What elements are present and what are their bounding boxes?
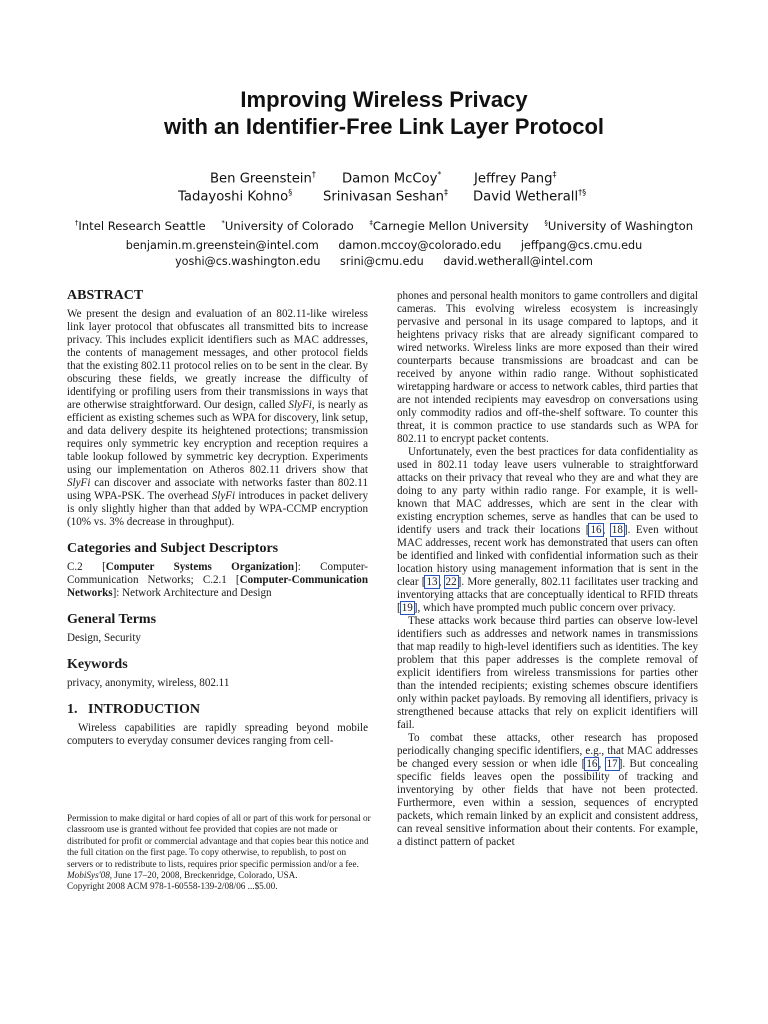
introduction-text: Wireless capabilities are rapidly spreading beyond mobile computers to everyday consumer devices ranging from cell-: [67, 722, 368, 747]
copyright-line: Copyright 2008 ACM 978-1-60558-139-2/08/06 ...$5.00.: [67, 881, 278, 892]
citation-link[interactable]: 17: [606, 758, 618, 770]
left-column: [67, 287, 368, 748]
categories-heading: Categories and Subject Descriptors: [67, 541, 279, 556]
affiliation: ‡Carnegie Mellon University: [369, 219, 529, 233]
permission-text: Permission to make digital or hard copies of all or part of this work for personal or classroom use is granted without fee provided that copies are not made or distributed for profit or commercial advantage and that copies bear this notice and the full citation on the first page. To copy otherwise, to republish, to post on servers or to redistribute to lists, requires prior specific permission and/or a fee.: [67, 813, 371, 869]
author-name: David Wetherall†§: [473, 188, 587, 205]
paragraph: Unfortunately, even the best practices for data confidentiality as used in 802.11 today leave users vulnerable to straightforward attacks on their privacy that reveal who they are and what they are doing to any party within radio range. For example, it is well-known that MAC addresses, which are sent in the clear with existing encryption schemes, serve as handles that can be used to identify users and track their locations [16, 18]. Even without MAC addresses, recent work has demonstrated that users can often be identified and linked with confidential information such as their location history using management information that is sent in the clear [13, 22]. More generally, 802.11 facilitates user tracking and inventorying attacks that are conceptually identical to RFID threats [19], which have prompted much public concern over privacy.: [397, 446, 698, 614]
citation-link[interactable]: 19: [401, 602, 413, 614]
author-name: Ben Greenstein†: [210, 170, 316, 187]
author-name: Srinivasan Seshan‡: [323, 188, 449, 205]
email-row-2: [0, 254, 768, 270]
abstract-text: We present the design and evaluation of an 802.11-like wireless link layer protocol that obfuscates all transmitted bits to increase privacy. This includes explicit identifiers such as MAC addresses, the contents of management messages, and other protocol fields that the existing 802.11 protocol relies on to be sent in the clear. By obscuring these fields, we greatly increase the difficulty of identifying or profiling users from their transmissions in ways that are otherwise straightforward. Our design, called SlyFi, is nearly as efficient as existing schemes such as WPA for discovery, link setup, and data delivery despite its heightened protections; transmission requires only symmetric key encryption and reception requires a table lookup followed by symmetric key decryption. Experiments using our implementation on Atheros 802.11 drivers show that SlyFi can discover and associate with networks faster than 802.11 using WPA-PSK. The overhead SlyFi introduces in packet delivery is only slightly higher than that added by WPA-CCMP encryption (10% vs. 3% decrease in throughput).: [67, 308, 369, 528]
paper-title: [0, 86, 768, 140]
email: jeffpang@cs.cmu.edu: [520, 239, 643, 252]
citation-link[interactable]: 16: [586, 758, 598, 770]
email-block: [0, 238, 768, 270]
affiliation: §University of Washington: [544, 219, 694, 233]
author-row-1: [0, 170, 768, 188]
email: damon.mccoy@colorado.edu: [338, 239, 502, 252]
citation-link[interactable]: 22: [445, 576, 457, 588]
affiliation: *University of Colorado: [221, 219, 354, 233]
general-terms-text: Design, Security: [67, 632, 141, 644]
citation-link[interactable]: 16: [590, 524, 602, 536]
paragraph: To combat these attacks, other research has proposed periodically changing specific identifiers, e.g., that MAC addresses be changed every session or when idle [16, 17]. But concealing specific fields leaves open the possibility of tracking and inventorying by other fields that have not been protected. Furthermore, even within a session, sequences of encrypted packets, which remain linked by an explicit and consistent address, can reveal sensitive information about their contents. For example, a distinct pattern of packet: [397, 732, 699, 848]
venue-line: MobiSys'08, June 17–20, 2008, Breckenridge, Colorado, USA.: [67, 870, 298, 881]
author-name: Damon McCoy*: [342, 170, 442, 187]
general-terms-heading: General Terms: [67, 612, 157, 627]
introduction-heading: 1. INTRODUCTION: [67, 702, 201, 717]
keywords-text: privacy, anonymity, wireless, 802.11: [67, 677, 230, 689]
paragraph: These attacks work because third parties can observe low-level identifiers such as addresses and network names in transmissions that map readily to high-level identifiers such as identities. The key problem that this paper addresses is the complete removal of explicit identifiers from wireless transmissions for parties other than the intended recipients; existing schemes obscure identifiers only within packet payloads. By removing all identifiers, privacy is strengthened because attacks that rely on explicit identifiers will fail.: [397, 615, 698, 731]
email-row-1: [0, 238, 768, 254]
keywords-heading: Keywords: [67, 657, 128, 672]
title-line-1: Improving Wireless Privacy: [240, 87, 528, 112]
paragraph: phones and personal health monitors to game controllers and digital cameras. This evolving wireless ecosystem is increasingly pervasive and personal in its usage compared to laptops, and it heightens privacy risks that are already significant compared to wired networks. Wireless links are more exposed than their wired counterparts because transmissions are broadcast and can be received by anyone within radio range. Without sophisticated wiretapping hardware or access to network cables, third parties that are not intended recipients may eavesdrop on conversations using only commodity radios and off-the-shelf software. To counter this threat, it is common practice to use standards such as WPA for 802.11 to encrypt packet contents.: [397, 290, 698, 445]
affiliations: [0, 219, 768, 233]
title-line-2: with an Identifier-Free Link Layer Protocol: [163, 114, 605, 139]
categories-text: C.2 [Computer Systems Organization]: Computer-Communication Networks; C.2.1 [Computer-Communication Networks]: Network Architecture and Design: [67, 561, 368, 599]
citation-link[interactable]: 18: [611, 524, 623, 536]
email: yoshi@cs.washington.edu: [175, 255, 321, 268]
right-column: [397, 290, 698, 849]
email: david.wetherall@intel.com: [443, 255, 593, 268]
citation-link[interactable]: 13: [426, 576, 438, 588]
author-row-2: [0, 188, 768, 206]
email: benjamin.m.greenstein@intel.com: [125, 239, 319, 252]
permission-notice: [67, 813, 372, 893]
author-name: Jeffrey Pang‡: [474, 170, 557, 187]
abstract-heading: ABSTRACT: [67, 288, 144, 303]
affiliation: †Intel Research Seattle: [74, 219, 206, 233]
author-name: Tadayoshi Kohno§: [178, 188, 293, 205]
email: srini@cmu.edu: [340, 255, 424, 268]
